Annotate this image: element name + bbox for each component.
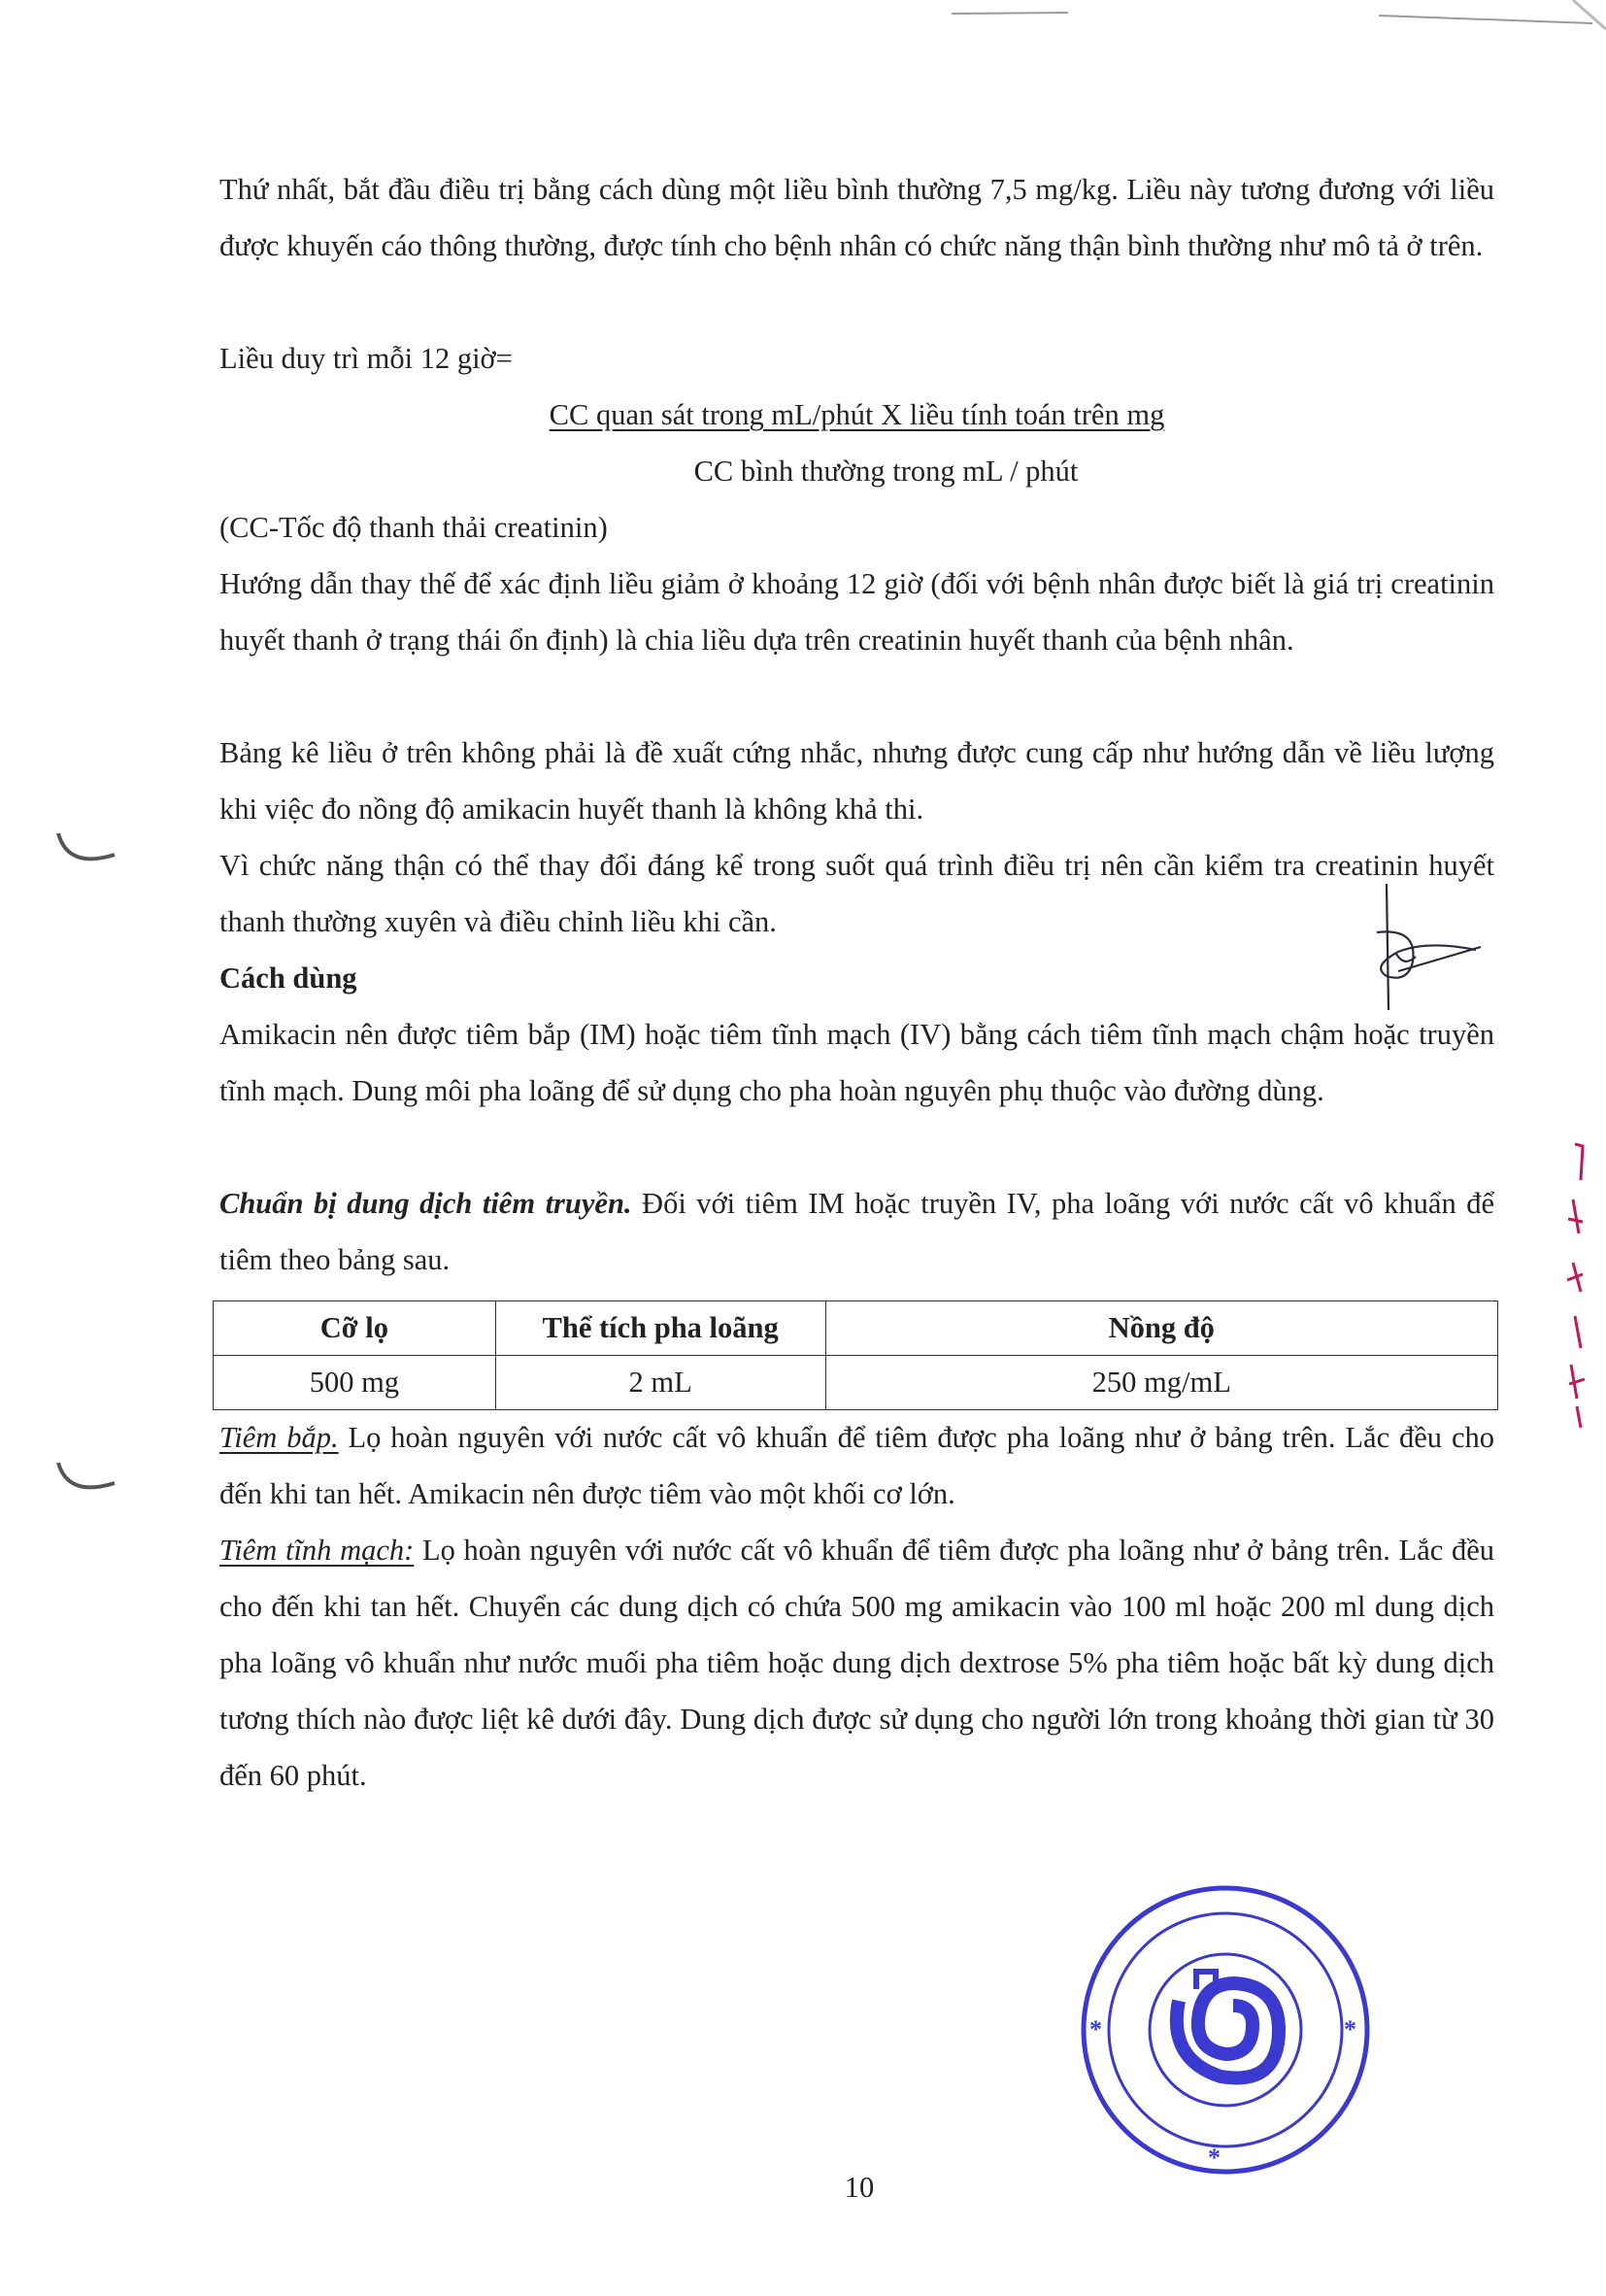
paragraph-administration: Amikacin nên được tiêm bắp (IM) hoặc tiêm tĩnh mạch (IV) bằng cách tiêm tĩnh mạch chậm hoặc truyền tĩnh mạch. Dung môi pha loãng để sử dụng cho pha hoàn nguyên phụ thuộc vào đường dùng. <box>219 1018 1494 1107</box>
paragraph-dosing-table-note: Bảng kê liều ở trên không phải là đề xuất cứng nhắc, nhưng được cung cấp như hướng dẫn về liều lượng khi việc đo nồng độ amikacin huyết thanh là không khả thi. <box>219 736 1494 826</box>
formula-denominator: CC bình thường trong mL / phút <box>693 455 1079 488</box>
intramuscular-lead: Tiêm bắp. <box>219 1421 339 1454</box>
table-cell-concentration: 250 mg/mL <box>825 1356 1497 1410</box>
paragraph-cc-definition: (CC-Tốc độ thanh thải creatinin) <box>219 511 608 544</box>
table-header-concentration: Nồng độ <box>825 1301 1497 1356</box>
paragraph-maintenance-dose: Liều duy trì mỗi 12 giờ= <box>219 342 513 375</box>
scan-corner-mark <box>1573 0 1606 29</box>
punch-hole-mark-icon <box>58 1463 115 1487</box>
preparation-text: Đối với tiêm IM hoặc truyền IV, pha loãng với nước cất vô khuẩn để tiêm theo bảng sau. <box>219 1187 1494 1276</box>
formula-numerator <box>219 387 1494 443</box>
svg-text:*: * <box>1344 2015 1356 2043</box>
scan-edge-smudge <box>952 13 1592 23</box>
paragraph-alternative-guide: Hướng dẫn thay thế để xác định liều giảm ở khoảng 12 giờ (đối với bệnh nhân được biết là giá trị creatinin huyết thanh ở trạng thái ổn định) là chia liều dựa trên creatinin huyết thanh của bệnh nhân. <box>219 567 1494 657</box>
formula-numerator-text: CC quan sát trong mL/phút X liều tính toán trên mg <box>549 398 1165 431</box>
paragraph-renal-monitoring: Vì chức năng thận có thể thay đổi đáng kể trong suốt quá trình điều trị nên cần kiểm tra creatinin huyết thanh thường xuyên và điều chỉnh liều khi cần. <box>219 849 1494 938</box>
margin-red-marks-icon <box>1567 1144 1585 1428</box>
intravenous-lead: Tiêm tĩnh mạch: <box>219 1534 415 1567</box>
table-header-diluent-volume: Thể tích pha loãng <box>495 1301 825 1356</box>
paragraph-initial-dose: Thứ nhất, bắt đầu điều trị bằng cách dùng một liều bình thường 7,5 mg/kg. Liều này tương đương với liều được khuyến cáo thông thường, được tính cho bệnh nhân có chức năng thận bình thường như mô tả ở trên. <box>219 173 1494 262</box>
table-cell-vial-size: 500 mg <box>214 1356 496 1410</box>
preparation-lead: Chuẩn bị dung dịch tiêm truyền. <box>219 1187 632 1220</box>
heading-usage: Cách dùng <box>219 962 357 995</box>
table-header-vial-size: Cỡ lọ <box>214 1301 496 1356</box>
paragraph-preparation <box>219 1175 1494 1288</box>
paragraph-intramuscular <box>219 1409 1494 1522</box>
page-number: 10 <box>844 2171 875 2204</box>
table-header-row <box>214 1301 1498 1356</box>
dilution-table <box>213 1300 1498 1410</box>
paragraph-intravenous <box>219 1522 1494 1804</box>
intravenous-text: Lọ hoàn nguyên với nước cất vô khuẩn để tiêm được pha loãng như ở bảng trên. Lắc đều cho đến khi tan hết. Chuyển các dung dịch có chứa 500 mg amikacin vào 100 ml hoặc 200 ml dung dịch pha loãng vô khuẩn như nước muối pha tiêm hoặc dung dịch dextrose 5% pha tiêm hoặc bất kỳ dung dịch tương thích nào được liệt kê dưới đây. Dung dịch được sử dụng cho người lớn trong khoảng thời gian từ 30 đến 60 phút. <box>219 1534 1494 1792</box>
company-stamp-icon <box>1084 1888 1367 2172</box>
table-cell-diluent-volume: 2 mL <box>495 1356 825 1410</box>
intramuscular-text: Lọ hoàn nguyên với nước cất vô khuẩn để tiêm được pha loãng như ở bảng trên. Lắc đều cho đến khi tan hết. Amikacin nên được tiêm vào một khối cơ lớn. <box>219 1421 1494 1510</box>
svg-text:*: * <box>1208 2144 1221 2172</box>
punch-hole-mark-icon <box>58 833 115 859</box>
svg-text:*: * <box>1089 2015 1102 2043</box>
table-row <box>214 1356 1498 1410</box>
